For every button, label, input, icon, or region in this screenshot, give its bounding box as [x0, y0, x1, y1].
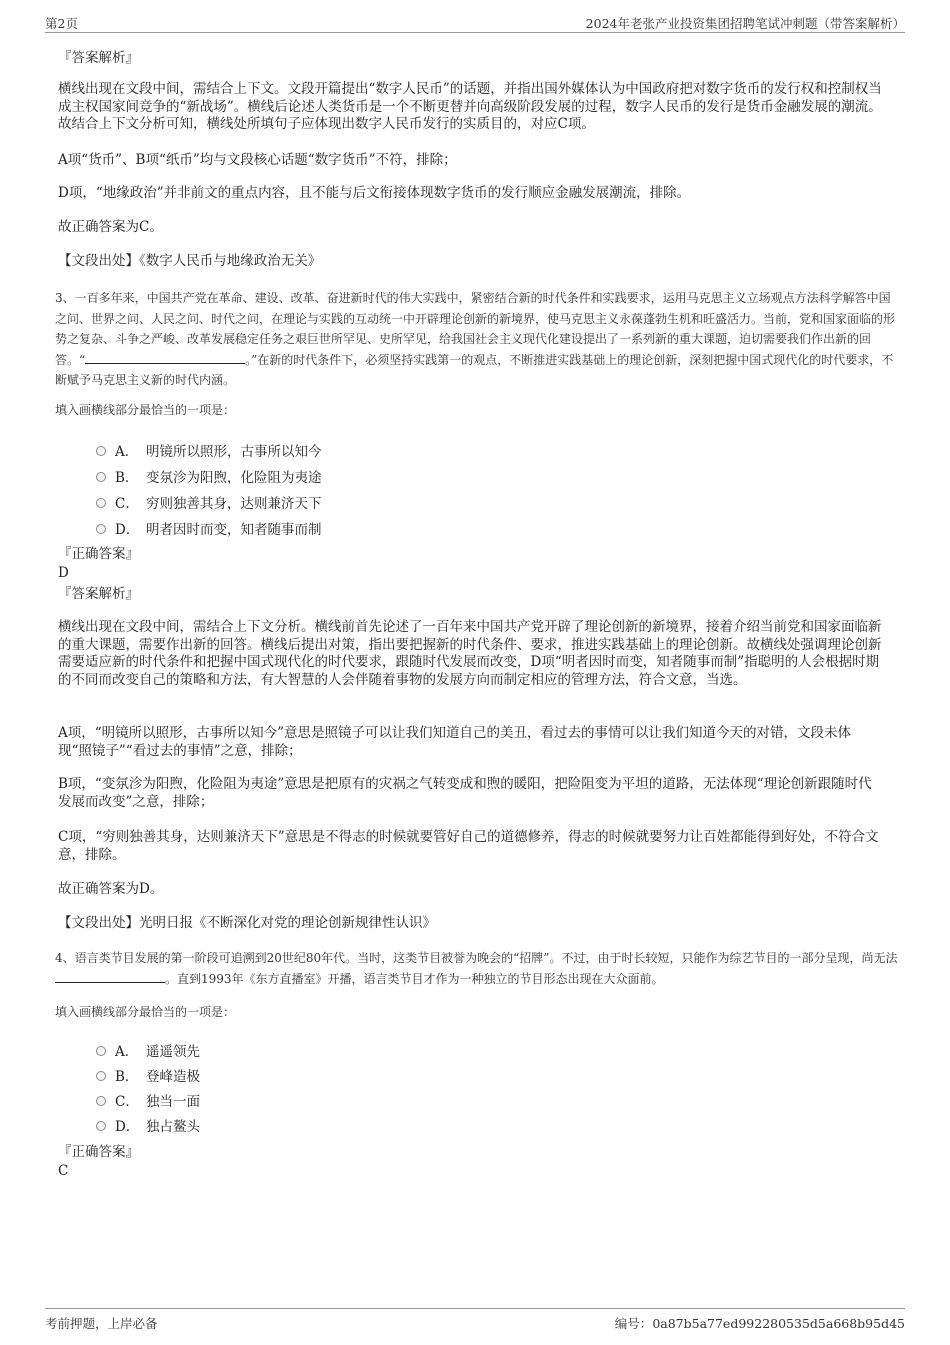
correct-answer: C	[58, 1163, 69, 1179]
source-citation: 【文段出处】光明日报《不断深化对党的理论创新规律性认识》	[58, 915, 436, 931]
question-prompt: 填入画横线部分最恰当的一项是：	[55, 403, 236, 417]
document-title: 2024年老张产业投资集团招聘笔试冲刺题（带答案解析）	[585, 16, 905, 31]
analysis-paragraph: D项，“地缘政治”并非前文的重点内容，且不能与后文衔接体现数字货币的发行顺应金融发展潮流，排除。	[58, 185, 691, 201]
fill-blank	[85, 351, 245, 364]
option-d[interactable]: D． 明者因时而变，知者随事而制	[96, 518, 496, 538]
radio-icon[interactable]	[96, 472, 106, 482]
options-list	[96, 1040, 496, 1140]
correct-answer-heading: 『正确答案』	[58, 1144, 139, 1160]
analysis-heading: 『答案解析』	[58, 50, 139, 66]
option-b[interactable]: B． 登峰造极	[96, 1065, 496, 1085]
radio-icon[interactable]	[96, 446, 106, 456]
question-stem: 3、一百多年来，中国共产党在革命、建设、改革、奋进新时代的伟大实践中，紧密结合新的时代条件和实践要求，运用马克思主义立场观点方法科学解答中国之问、世界之问、人民之问、时代之问，在理论与实践的互动统一中开辟理论创新的新境界，使马克思主义永葆蓬勃生机和旺盛活力。当前，党和国家面临的形势之复杂、斗争之严峻、改革发展稳定任务之艰巨世所罕见、史所罕见，给我国社会主义现代化建设提出了一系列新的重大课题，迫切需要我们作出新的回答。“ 。”在新的时代条件下，必须坚持实践第一的观点，不断推进实践基础上的理论创新，深刻把握中国式现代化的时代要求，不断赋予马克思主义新的时代内涵。	[55, 291, 896, 387]
question-stem: 4、语言类节目发展的第一阶段可追溯到20世纪80年代。当时，这类节目被誉为晚会的“招牌”。不过，由于时长较短，只能作为综艺节目的一部分呈现，尚无法。直到1993年《东方直播室》开播，语言类节目才作为一种独立的节目形态出现在大众面前。	[55, 951, 898, 986]
fill-blank	[55, 970, 165, 983]
footer-slogan: 考前押题，上岸必备	[45, 1316, 158, 1331]
analysis-paragraph: A项“货币”、B项“纸币”均与文段核心话题“数字货币”不符，排除；	[58, 152, 457, 168]
radio-icon[interactable]	[96, 1096, 106, 1106]
option-b[interactable]: B． 变氛沴为阳煦，化险阻为夷途	[96, 466, 496, 486]
radio-icon[interactable]	[96, 498, 106, 508]
correct-answer-heading: 『正确答案』	[58, 546, 139, 562]
page-number: 第2页	[45, 16, 78, 31]
option-a[interactable]: A． 明镜所以照形，古事所以知今	[96, 440, 496, 460]
analysis-heading: 『答案解析』	[58, 586, 139, 602]
option-d[interactable]: D． 独占鳌头	[96, 1115, 496, 1135]
option-c[interactable]: C． 独当一面	[96, 1090, 496, 1110]
correct-answer: D	[58, 565, 69, 581]
radio-icon[interactable]	[96, 1121, 106, 1131]
document-code: 编号：0a87b5a77ed992280535d5a668b95d45	[614, 1316, 905, 1331]
source-citation: 【文段出处】《数字人民币与地缘政治无关》	[58, 253, 322, 269]
options-list	[96, 440, 496, 540]
analysis-paragraph: 横线出现在文段中间，需结合上下文分析。横线前首先论述了一百年来中国共产党开辟了理论创新的新境界，接着介绍当前党和国家面临新的重大课题，需要作出新的回答。横线后提出对策，指出要把握新的时代条件、要求，推进实践基础上的理论创新。故横线处强调理论创新需要适应新的时代条件和把握中国式现代化的时代要求，跟随时代发展而改变，D项“明者因时而变，知者随事而制”指聪明的人会根据时期的不同而改变自己的策略和方法，有大智慧的人会伴随着事物的发展方向而制定相应的管理方法，符合文意，当选。	[58, 619, 882, 688]
radio-icon[interactable]	[96, 1071, 106, 1081]
option-c[interactable]: C． 穷则独善其身，达则兼济天下	[96, 492, 496, 512]
option-a[interactable]: A． 遥遥领先	[96, 1040, 496, 1060]
radio-icon[interactable]	[96, 1046, 106, 1056]
analysis-paragraph: C项，“穷则独善其身，达则兼济天下”意思是不得志的时候就要管好自己的道德修养，得志的时候就要努力让百姓都能得到好处，不符合文意，排除。	[58, 829, 879, 863]
analysis-paragraph: 横线出现在文段中间，需结合上下文。文段开篇提出“数字人民币”的话题，并指出国外媒体认为中国政府把对数字货币的发行权和控制权当成主权国家间竞争的“新战场”。横线后论述人类货币是一个不断更替并向高级阶段发展的过程，数字人民币的发行是货币金融发展的潮流。故结合上下文分析可知，横线处所填句子应体现出数字人民币发行的实质目的，对应C项。	[58, 81, 882, 132]
analysis-paragraph: A项，“明镜所以照形，古事所以知今”意思是照镜子可以让我们知道自己的美丑，看过去的事情可以让我们知道今天的对错，文段未体现“照镜子”“看过去的事情”之意，排除；	[58, 725, 852, 759]
radio-icon[interactable]	[96, 524, 106, 534]
analysis-paragraph: B项，“变氛沴为阳煦，化险阻为夷途”意思是把原有的灾祸之气转变成和煦的暖阳，把险阻变为平坦的道路，无法体现“理论创新跟随时代发展而改变”之意，排除；	[58, 776, 872, 810]
page-footer	[45, 1308, 905, 1331]
answer-conclusion: 故正确答案为D。	[58, 881, 164, 897]
question-prompt: 填入画横线部分最恰当的一项是：	[55, 1005, 236, 1019]
page-header	[45, 12, 905, 33]
answer-conclusion: 故正确答案为C。	[58, 219, 163, 235]
